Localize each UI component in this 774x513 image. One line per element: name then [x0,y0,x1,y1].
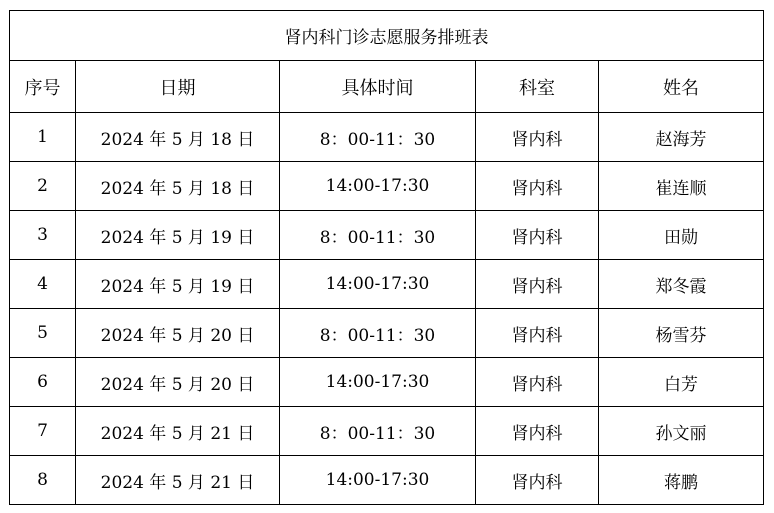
cell-time: 14:00-17:30 [280,162,476,211]
schedule-table [9,10,764,505]
cell-dept: 肾内科 [476,113,599,162]
cell-no: 8 [10,456,76,505]
cell-date: 2024 年 5 月 21 日 [76,407,280,456]
cell-name: 郑冬霞 [599,260,764,309]
table-row [10,456,764,505]
cell-time: 14:00-17:30 [280,260,476,309]
column-header-no: 序号 [10,61,76,113]
cell-name: 田勋 [599,211,764,260]
cell-name: 赵海芳 [599,113,764,162]
cell-time: 14:00-17:30 [280,358,476,407]
cell-name: 崔连顺 [599,162,764,211]
cell-date: 2024 年 5 月 19 日 [76,211,280,260]
column-header-name: 姓名 [599,61,764,113]
cell-no: 6 [10,358,76,407]
cell-dept: 肾内科 [476,456,599,505]
table-row [10,113,764,162]
cell-name: 孙文丽 [599,407,764,456]
cell-no: 4 [10,260,76,309]
table-row [10,211,764,260]
table-row [10,358,764,407]
cell-dept: 肾内科 [476,309,599,358]
cell-date: 2024 年 5 月 20 日 [76,358,280,407]
cell-dept: 肾内科 [476,407,599,456]
cell-no: 7 [10,407,76,456]
cell-date: 2024 年 5 月 18 日 [76,113,280,162]
cell-dept: 肾内科 [476,211,599,260]
cell-date: 2024 年 5 月 19 日 [76,260,280,309]
cell-dept: 肾内科 [476,358,599,407]
cell-dept: 肾内科 [476,260,599,309]
cell-no: 3 [10,211,76,260]
header-row [10,61,764,113]
cell-time: 8：00-11：30 [280,407,476,456]
column-header-dept: 科室 [476,61,599,113]
cell-name: 蒋鹏 [599,456,764,505]
cell-no: 5 [10,309,76,358]
cell-no: 1 [10,113,76,162]
cell-dept: 肾内科 [476,162,599,211]
table-title: 肾内科门诊志愿服务排班表 [10,11,764,61]
table-row [10,309,764,358]
cell-name: 白芳 [599,358,764,407]
cell-date: 2024 年 5 月 20 日 [76,309,280,358]
cell-time: 8：00-11：30 [280,113,476,162]
cell-date: 2024 年 5 月 18 日 [76,162,280,211]
cell-time: 8：00-11：30 [280,211,476,260]
cell-no: 2 [10,162,76,211]
table-row [10,260,764,309]
cell-time: 14:00-17:30 [280,456,476,505]
column-header-date: 日期 [76,61,280,113]
column-header-time: 具体时间 [280,61,476,113]
title-row [10,11,764,61]
cell-name: 杨雪芬 [599,309,764,358]
table-row [10,407,764,456]
table-row [10,162,764,211]
cell-date: 2024 年 5 月 21 日 [76,456,280,505]
cell-time: 8：00-11：30 [280,309,476,358]
